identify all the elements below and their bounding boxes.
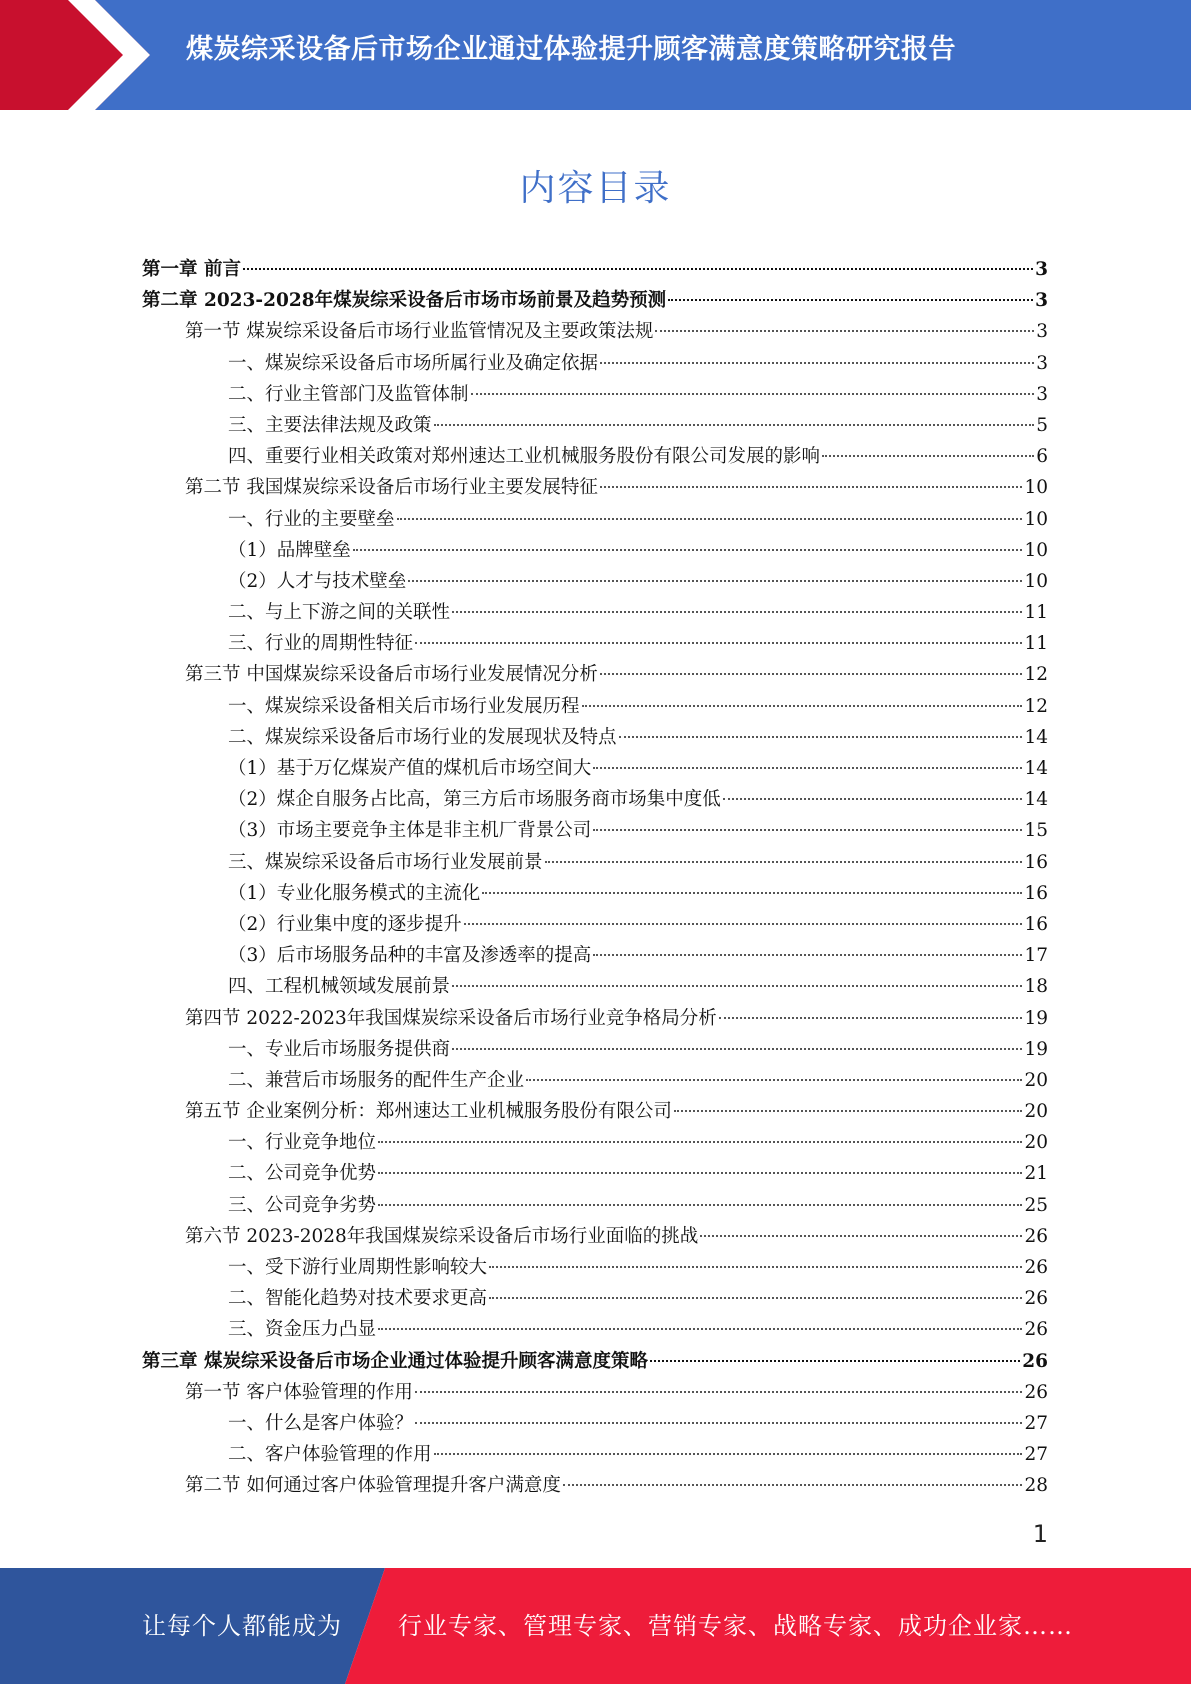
toc-entry-label: （2）人才与技术壁垒 — [228, 570, 407, 592]
toc-entry-page: 5 — [1036, 414, 1048, 436]
toc-entry-label: 三、主要法律法规及政策 — [228, 414, 432, 436]
toc-entry[interactable] — [142, 1221, 1048, 1252]
toc-entry-page: 10 — [1024, 477, 1048, 499]
toc-entry-page: 11 — [1024, 633, 1048, 655]
toc-entry-label: 第五节 企业案例分析：郑州速达工业机械服务股份有限公司 — [185, 1101, 672, 1123]
toc-entry-label: 第一节 客户体验管理的作用 — [185, 1381, 413, 1403]
toc-entry-page: 14 — [1024, 789, 1048, 811]
toc-dot-leader — [415, 1391, 1023, 1393]
toc-entry-page: 19 — [1024, 1038, 1048, 1060]
toc-entry-label: 三、煤炭综采设备后市场行业发展前景 — [228, 851, 543, 873]
toc-dot-leader — [526, 1079, 1022, 1081]
toc-entry[interactable] — [142, 815, 1048, 846]
toc-entry-label: 第二节 我国煤炭综采设备后市场行业主要发展特征 — [185, 477, 598, 499]
toc-dot-leader — [378, 1141, 1022, 1143]
toc-entry-label: （1）基于万亿煤炭产值的煤机后市场空间大 — [228, 758, 592, 779]
toc-entry-label: 一、煤炭综采设备相关后市场行业发展历程 — [228, 695, 580, 717]
toc-entry[interactable] — [142, 566, 1048, 597]
toc-dot-leader — [452, 611, 1022, 613]
toc-dot-leader — [408, 580, 1022, 582]
toc-entry-page: 26 — [1022, 1350, 1048, 1372]
toc-dot-leader — [489, 1297, 1022, 1299]
toc-entry[interactable] — [142, 878, 1048, 909]
toc-dot-leader — [452, 985, 1022, 987]
toc-entry-page: 3 — [1036, 352, 1048, 374]
toc-dot-leader — [593, 829, 1022, 831]
toc-dot-leader — [700, 1235, 1022, 1237]
toc-entry-label: （2）行业集中度的逐步提升 — [228, 913, 462, 935]
toc-entry-label: 第六节 2023-2028年我国煤炭综采设备后市场行业面临的挑战 — [185, 1225, 699, 1247]
toc-entry-label: 一、受下游行业周期性影响较大 — [228, 1257, 488, 1278]
toc-entry-page: 15 — [1024, 820, 1048, 842]
toc-entry[interactable] — [142, 472, 1048, 503]
toc-entry[interactable] — [142, 348, 1048, 379]
toc-entry[interactable] — [142, 909, 1048, 940]
toc-dot-leader — [822, 455, 1034, 457]
toc-entry[interactable] — [142, 847, 1048, 878]
toc-entry-label: 三、行业的周期性特征 — [228, 633, 414, 655]
toc-entry-page: 14 — [1024, 726, 1048, 748]
toc-dot-leader — [434, 1453, 1023, 1455]
toc-entry-label: 第三节 中国煤炭综采设备后市场行业发展情况分析 — [185, 664, 598, 686]
toc-entry-page: 27 — [1024, 1444, 1048, 1466]
toc-entry[interactable] — [142, 784, 1048, 815]
toc-entry[interactable] — [142, 254, 1048, 285]
toc-entry-label: 三、资金压力凸显 — [228, 1319, 377, 1341]
toc-entry-page: 26 — [1024, 1225, 1048, 1247]
toc-entry-page: 14 — [1024, 758, 1048, 779]
toc-entry-page: 26 — [1024, 1257, 1048, 1278]
toc-entry[interactable] — [142, 1439, 1048, 1470]
toc-entry-label: （3）后市场服务品种的丰富及渗透率的提高 — [228, 945, 592, 967]
toc-entry-page: 16 — [1024, 882, 1048, 904]
toc-entry-label: 第二节 如何通过客户体验管理提升客户满意度 — [185, 1475, 561, 1497]
toc-entry-page: 16 — [1024, 913, 1048, 935]
toc-entry[interactable] — [142, 753, 1048, 784]
toc-entry[interactable] — [142, 1408, 1048, 1439]
toc-entry-label: 四、工程机械领域发展前景 — [228, 976, 451, 998]
toc-entry[interactable] — [142, 722, 1048, 753]
toc-entry-label: 一、行业的主要壁垒 — [228, 508, 395, 530]
toc-entry[interactable] — [142, 379, 1048, 410]
toc-dot-leader — [464, 923, 1023, 925]
toc-entry-page: 28 — [1024, 1475, 1048, 1497]
toc-entry-page: 21 — [1024, 1163, 1048, 1185]
page-footer-band — [0, 1568, 1191, 1684]
toc-dot-leader — [723, 798, 1023, 800]
toc-entry-page: 26 — [1024, 1288, 1048, 1310]
toc-dot-leader — [378, 1172, 1022, 1174]
toc-heading: 内容目录 — [519, 168, 672, 209]
toc-entry-label: 二、公司竞争优势 — [228, 1163, 377, 1185]
toc-entry-label: （2）煤企自服务占比高，第三方后市场服务商市场集中度低 — [228, 789, 721, 811]
toc-entry-page: 18 — [1024, 976, 1048, 998]
toc-entry[interactable] — [142, 1377, 1048, 1408]
toc-entry-page: 12 — [1024, 664, 1048, 686]
toc-entry[interactable] — [142, 504, 1048, 535]
toc-entry-page: 3 — [1035, 290, 1048, 312]
toc-dot-leader — [452, 1048, 1022, 1050]
toc-entry[interactable] — [142, 285, 1048, 316]
toc-dot-leader — [482, 892, 1022, 894]
toc-entry[interactable] — [142, 1158, 1048, 1189]
toc-dot-leader — [593, 954, 1022, 956]
toc-entry-label: 第二章 2023-2028年煤炭综采设备后市场市场前景及趋势预测 — [142, 290, 667, 312]
toc-entry-page: 3 — [1036, 383, 1048, 405]
toc-entry[interactable] — [142, 1346, 1048, 1377]
toc-dot-leader — [415, 1422, 1022, 1424]
toc-entry-page: 3 — [1035, 259, 1048, 280]
toc-dot-leader — [243, 268, 1033, 270]
toc-entry-page: 12 — [1024, 695, 1048, 717]
report-title: 煤炭综采设备后市场企业通过体验提升顾客满意度策略研究报告 — [186, 34, 956, 65]
toc-entry-label: 二、客户体验管理的作用 — [228, 1444, 432, 1466]
toc-dot-leader — [378, 1204, 1022, 1206]
toc-dot-leader — [545, 861, 1023, 863]
toc-entry-label: 四、重要行业相关政策对郑州速达工业机械服务股份有限公司发展的影响 — [228, 446, 821, 468]
toc-entry-page: 20 — [1024, 1069, 1048, 1091]
toc-entry[interactable] — [142, 1190, 1048, 1221]
toc-dot-leader — [434, 424, 1035, 426]
toc-dot-leader — [582, 705, 1023, 707]
table-of-contents — [142, 254, 1048, 1502]
toc-dot-leader — [650, 1360, 1020, 1362]
page-number: 1 — [1032, 1520, 1048, 1548]
toc-entry[interactable] — [142, 1127, 1048, 1158]
toc-dot-leader — [600, 673, 1023, 675]
toc-entry-label: （1）专业化服务模式的主流化 — [228, 882, 481, 904]
toc-entry[interactable] — [142, 441, 1048, 472]
toc-entry-page: 16 — [1024, 851, 1048, 873]
toc-entry-label: 第三章 煤炭综采设备后市场企业通过体验提升顾客满意度策略 — [142, 1350, 648, 1372]
toc-entry-label: 第四节 2022-2023年我国煤炭综采设备后市场行业竞争格局分析 — [185, 1007, 717, 1029]
toc-entry-page: 3 — [1036, 321, 1048, 343]
toc-dot-leader — [593, 767, 1022, 769]
toc-entry[interactable] — [142, 1470, 1048, 1501]
toc-entry[interactable] — [142, 535, 1048, 566]
toc-dot-leader — [353, 549, 1023, 551]
toc-entry-label: 二、智能化趋势对技术要求更高 — [228, 1288, 488, 1310]
toc-entry[interactable] — [142, 940, 1048, 971]
toc-entry-label: 一、什么是客户体验？ — [228, 1412, 414, 1434]
toc-entry-page: 10 — [1024, 508, 1048, 530]
page-header-band — [0, 0, 1191, 110]
toc-entry-label: （3）市场主要竞争主体是非主机厂背景公司 — [228, 820, 592, 842]
toc-entry-page: 26 — [1024, 1319, 1048, 1341]
toc-entry[interactable] — [142, 410, 1048, 441]
toc-dot-leader — [471, 393, 1035, 395]
toc-dot-leader — [719, 1017, 1023, 1019]
toc-entry-label: 一、行业竞争地位 — [228, 1132, 377, 1154]
toc-dot-leader — [563, 1484, 1023, 1486]
toc-entry-label: （1）品牌壁垒 — [228, 539, 351, 561]
toc-entry-page: 27 — [1024, 1412, 1048, 1434]
toc-entry-page: 11 — [1024, 602, 1048, 624]
toc-entry[interactable] — [142, 1096, 1048, 1127]
toc-dot-leader — [655, 330, 1034, 332]
toc-entry-label: 三、公司竞争劣势 — [228, 1194, 377, 1216]
toc-entry-label: 第一节 煤炭综采设备后市场行业监管情况及主要政策法规 — [185, 321, 654, 343]
toc-entry[interactable] — [142, 1034, 1048, 1065]
toc-dot-leader — [619, 736, 1023, 738]
toc-dot-leader — [378, 1328, 1022, 1330]
toc-entry-label: 一、专业后市场服务提供商 — [228, 1038, 451, 1060]
toc-entry-label: 二、与上下游之间的关联性 — [228, 602, 451, 624]
toc-entry[interactable] — [142, 659, 1048, 690]
toc-entry[interactable] — [142, 628, 1048, 659]
toc-entry-page: 26 — [1024, 1381, 1048, 1403]
toc-entry[interactable] — [142, 597, 1048, 628]
footer-slogan-right: 行业专家、管理专家、营销专家、战略专家、成功企业家…… — [398, 1612, 1073, 1640]
toc-entry-page: 20 — [1024, 1132, 1048, 1154]
toc-dot-leader — [674, 1110, 1023, 1112]
toc-entry[interactable] — [142, 1003, 1048, 1034]
footer-slogan-left: 让每个人都能成为 — [142, 1612, 342, 1640]
toc-dot-leader — [668, 299, 1033, 301]
toc-entry-page: 10 — [1024, 570, 1048, 592]
toc-entry[interactable] — [142, 316, 1048, 347]
toc-entry-page: 19 — [1024, 1007, 1048, 1029]
toc-dot-leader — [600, 362, 1034, 364]
toc-entry-label: 一、煤炭综采设备后市场所属行业及确定依据 — [228, 352, 599, 374]
toc-entry-label: 二、行业主管部门及监管体制 — [228, 383, 469, 405]
toc-entry-page: 17 — [1024, 945, 1048, 967]
toc-entry[interactable] — [142, 691, 1048, 722]
toc-entry-page: 10 — [1024, 539, 1048, 561]
toc-entry[interactable] — [142, 1283, 1048, 1314]
toc-dot-leader — [415, 642, 1022, 644]
toc-entry[interactable] — [142, 1252, 1048, 1283]
toc-entry-label: 二、煤炭综采设备后市场行业的发展现状及特点 — [228, 726, 617, 748]
toc-entry[interactable] — [142, 971, 1048, 1002]
toc-dot-leader — [489, 1266, 1022, 1268]
toc-entry[interactable] — [142, 1065, 1048, 1096]
toc-dot-leader — [600, 486, 1023, 488]
toc-entry-page: 25 — [1024, 1194, 1048, 1216]
toc-entry-label: 第一章 前言 — [142, 259, 241, 280]
toc-dot-leader — [397, 518, 1023, 520]
toc-entry-page: 20 — [1024, 1101, 1048, 1123]
toc-entry-page: 6 — [1036, 446, 1048, 468]
toc-entry[interactable] — [142, 1314, 1048, 1345]
toc-entry-label: 二、兼营后市场服务的配件生产企业 — [228, 1069, 525, 1091]
